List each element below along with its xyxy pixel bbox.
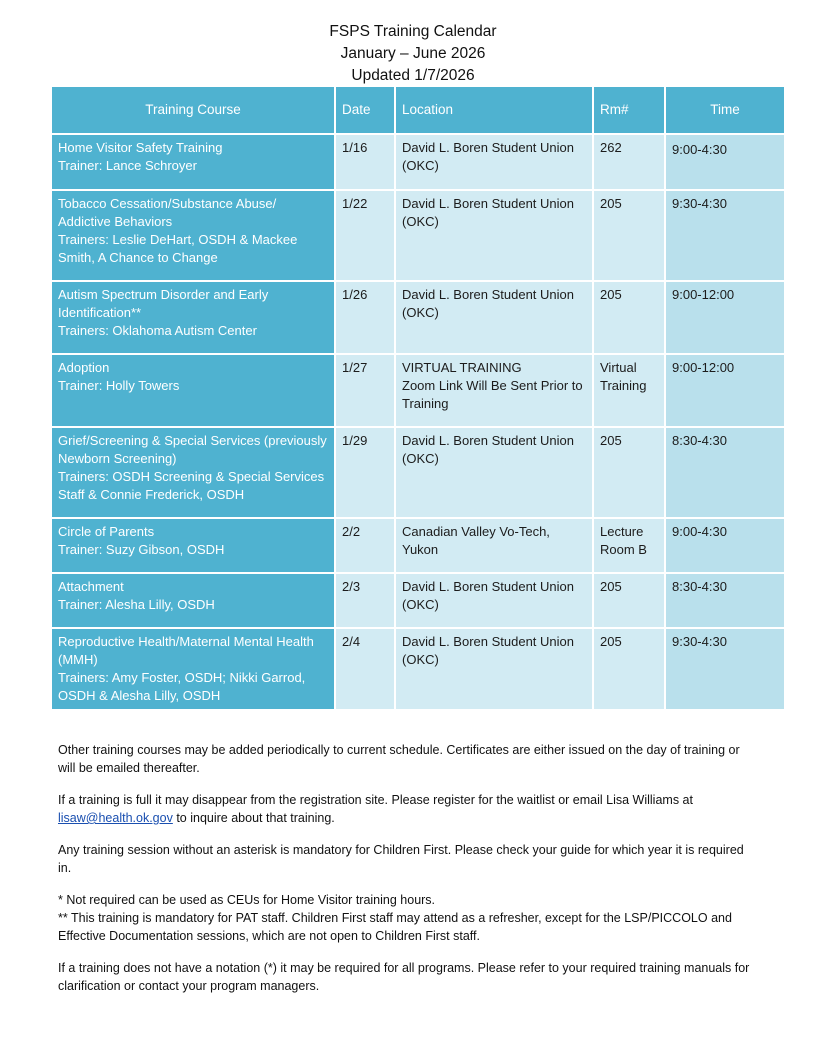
- location-cell: David L. Boren Student Union (OKC): [395, 573, 593, 628]
- note-waitlist: [58, 791, 758, 827]
- course-name: Attachment: [58, 579, 124, 594]
- column-header-location: Location: [395, 86, 593, 134]
- page-title: FSPS Training Calendar: [329, 23, 497, 40]
- trainer-name: Trainer: Alesha Lilly, OSDH: [58, 597, 215, 612]
- location-cell: David L. Boren Student Union (OKC): [395, 190, 593, 281]
- course-cell: [51, 354, 335, 427]
- course-name: Home Visitor Safety Training: [58, 140, 223, 155]
- column-header-date: Date: [335, 86, 395, 134]
- trainer-name: Trainer: Lance Schroyer: [58, 158, 197, 173]
- room-cell: 205: [593, 573, 665, 628]
- room-cell: Virtual Training: [593, 354, 665, 427]
- table-row: [51, 573, 785, 628]
- date-cell: 2/4: [335, 628, 395, 710]
- course-name: Tobacco Cessation/Substance Abuse/ Addictive Behaviors: [58, 196, 277, 229]
- notes-section: [58, 741, 758, 1009]
- note-footnotes: [58, 891, 758, 945]
- course-name: Reproductive Health/Maternal Mental Health (MMH): [58, 634, 314, 667]
- column-header-room: Rm#: [593, 86, 665, 134]
- course-name: Adoption: [58, 360, 110, 375]
- trainer-name: Trainers: Leslie DeHart, OSDH & Mackee Smith, A Chance to Change: [58, 232, 298, 265]
- time-cell: 8:30-4:30: [665, 573, 785, 628]
- course-cell: [51, 628, 335, 710]
- note-waitlist-end: to inquire about that training.: [172, 811, 335, 825]
- room-cell: 262: [593, 134, 665, 190]
- table-row: [51, 518, 785, 573]
- date-cell: 1/27: [335, 354, 395, 427]
- trainer-name: Trainer: Holly Towers: [58, 378, 180, 393]
- page-header: [0, 21, 816, 87]
- table-header-row: [51, 86, 785, 134]
- time-cell: 9:30-4:30: [665, 190, 785, 281]
- location-cell: David L. Boren Student Union (OKC): [395, 427, 593, 518]
- updated-date: Updated 1/7/2026: [351, 67, 475, 84]
- location-note: Zoom Link Will Be Sent Prior to Training: [402, 378, 583, 411]
- location-cell: David L. Boren Student Union (OKC): [395, 281, 593, 354]
- date-cell: 2/2: [335, 518, 395, 573]
- time-cell: 9:00-12:00: [665, 354, 785, 427]
- date-cell: 1/16: [335, 134, 395, 190]
- room-cell: 205: [593, 427, 665, 518]
- course-cell: [51, 518, 335, 573]
- training-calendar-table: [50, 85, 786, 711]
- trainer-name: Trainer: Suzy Gibson, OSDH: [58, 542, 225, 557]
- course-name: Autism Spectrum Disorder and Early Identification**: [58, 287, 269, 320]
- location-cell: David L. Boren Student Union (OKC): [395, 134, 593, 190]
- course-cell: [51, 134, 335, 190]
- date-range: January – June 2026: [340, 45, 486, 62]
- table-row: [51, 134, 785, 190]
- trainer-name: Trainers: Amy Foster, OSDH; Nikki Garrod, OSDH & Alesha Lilly, OSDH: [58, 670, 306, 703]
- course-cell: [51, 281, 335, 354]
- location-cell: Canadian Valley Vo-Tech, Yukon: [395, 518, 593, 573]
- trainer-name: Trainers: OSDH Screening & Special Services Staff & Connie Frederick, OSDH: [58, 469, 325, 502]
- column-header-time: Time: [665, 86, 785, 134]
- location-cell: David L. Boren Student Union (OKC): [395, 628, 593, 710]
- note-notation: If a training does not have a notation (*) it may be required for all programs. Please refer to your required training manuals for clarification or contact your program managers.: [58, 961, 750, 993]
- time-cell: 8:30-4:30: [665, 427, 785, 518]
- date-cell: 1/26: [335, 281, 395, 354]
- date-cell: 2/3: [335, 573, 395, 628]
- room-cell: 205: [593, 628, 665, 710]
- course-name: Circle of Parents: [58, 524, 155, 539]
- note-schedule: Other training courses may be added periodically to current schedule. Certificates are either issued on the day of training or will be emailed thereafter.: [58, 743, 740, 775]
- table-row: [51, 427, 785, 518]
- date-cell: 1/29: [335, 427, 395, 518]
- date-cell: 1/22: [335, 190, 395, 281]
- table-row: [51, 190, 785, 281]
- footnote-single: * Not required can be used as CEUs for Home Visitor training hours.: [58, 893, 436, 907]
- room-cell: 205: [593, 281, 665, 354]
- room-cell: Lecture Room B: [593, 518, 665, 573]
- room-cell: 205: [593, 190, 665, 281]
- trainer-name: Trainers: Oklahoma Autism Center: [58, 323, 257, 338]
- footnote-double: ** This training is mandatory for PAT staff. Children First staff may attend as a refresher, except for the LSP/PICCOLO and Effective Documentation sessions, which are not open to Children First staff.: [58, 911, 732, 943]
- course-name: Grief/Screening & Special Services (previously Newborn Screening): [58, 433, 327, 466]
- course-cell: [51, 190, 335, 281]
- table-row: [51, 281, 785, 354]
- time-cell: 9:00-12:00: [665, 281, 785, 354]
- time-cell: 9:00-4:30: [665, 518, 785, 573]
- note-waitlist-text: If a training is full it may disappear from the registration site. Please register for the waitlist or email Lisa Williams at: [58, 793, 693, 807]
- time-cell: 9:30-4:30: [665, 628, 785, 710]
- table-row: [51, 628, 785, 710]
- time-cell: 9:00-4:30: [665, 134, 785, 190]
- course-cell: [51, 427, 335, 518]
- note-asterisk: Any training session without an asterisk is mandatory for Children First. Please check your guide for which year it is required in.: [58, 843, 744, 875]
- location-cell: [395, 354, 593, 427]
- email-link[interactable]: lisaw@health.ok.gov: [58, 811, 173, 825]
- course-cell: [51, 573, 335, 628]
- column-header-course: Training Course: [51, 86, 335, 134]
- table-row: [51, 354, 785, 427]
- location-virtual: VIRTUAL TRAINING: [402, 360, 522, 375]
